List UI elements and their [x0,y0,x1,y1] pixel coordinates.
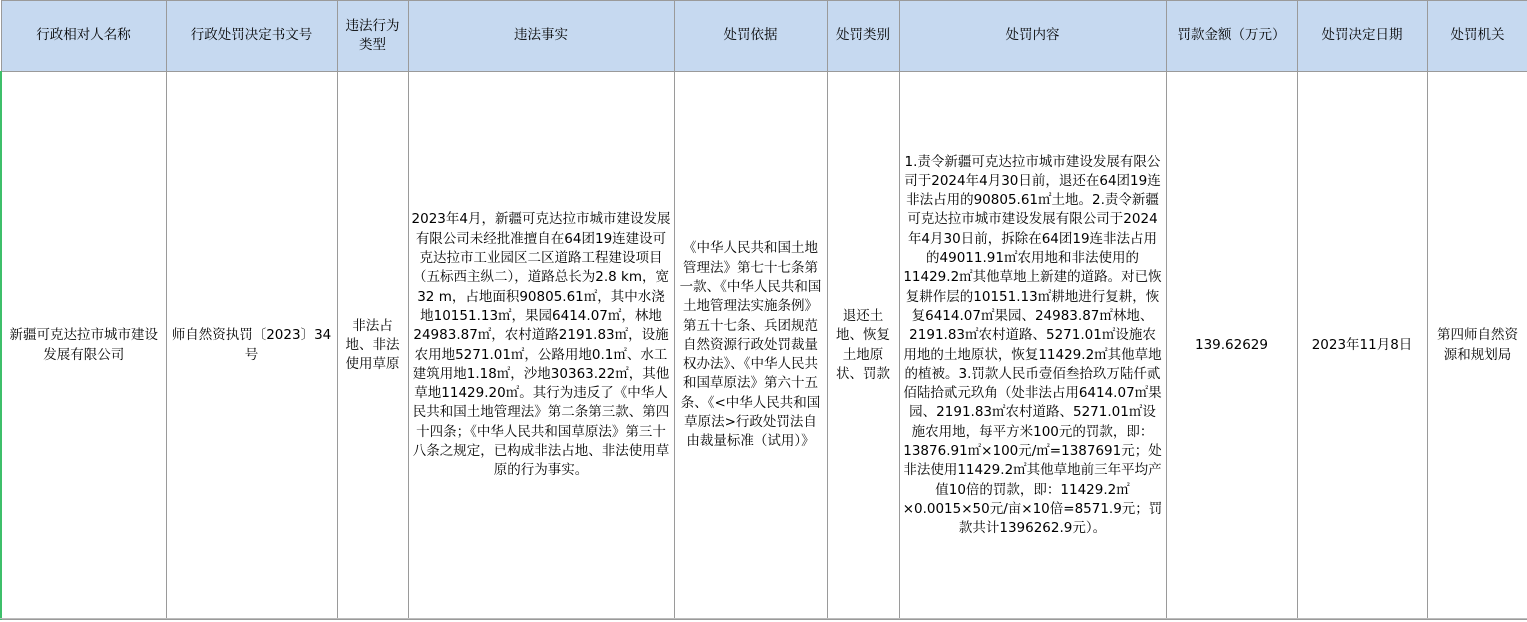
row-divider [0,618,1527,619]
header-date[interactable]: 处罚决定日期 [1297,1,1427,72]
header-content[interactable]: 处罚内容 [899,1,1166,72]
cell-amount[interactable]: 139.62629 [1166,72,1297,620]
cell-basis[interactable]: 《中华人民共和国土地管理法》第七十七条第一款、《中华人民共和国土地管理法实施条例》第五十七条、兵团规范自然资源行政处罚裁量权办法》、《中华人民共和国草原法》第六十五条、《<中华人民共和国草原法>行政处罚法自由裁量标准（试用）》 [674,72,827,620]
cell-violation-type[interactable]: 非法占地、非法使用草原 [337,72,408,620]
header-row [1,1,1527,72]
header-amount[interactable]: 罚款金额（万元） [1166,1,1297,72]
header-basis[interactable]: 处罚依据 [674,1,827,72]
cell-authority[interactable]: 第四师自然资源和规划局 [1427,72,1527,620]
header-decision-no[interactable]: 行政处罚决定书文号 [166,1,337,72]
cell-facts[interactable]: 2023年4月，新疆可克达拉市城市建设发展有限公司未经批准擅自在64团19连建设可克达拉市工业园区二区道路工程建设项目（五标西主纵二），道路总长为2.8 km，宽32 m，占地面积90805.61㎡，其中水浇地10151.13㎡，果园6414.07㎡，林地24983.87㎡，农村道路2191.83㎡，设施农用地5271.01㎡，公路用地0.1㎡、水工建筑用地1.18㎡，沙地30363.22㎡，其他草地11429.20㎡。其行为违反了《中华人民共和国土地管理法》第二条第三款、第四十四条；《中华人民共和国草原法》第三十八条之规定，已构成非法占地、非法使用草原的行为事实。 [408,72,674,620]
header-category[interactable]: 处罚类别 [827,1,899,72]
cell-category[interactable]: 退还土地、恢复土地原状、罚款 [827,72,899,620]
header-violation-type[interactable]: 违法行为类型 [337,1,408,72]
cell-content[interactable]: 1.责令新疆可克达拉市城市建设发展有限公司于2024年4月30日前，退还在64团19连非法占用的90805.61㎡土地。2.责令新疆可克达拉市城市建设发展有限公司于2024年4月30日前，拆除在64团19连非法占用的49011.91㎡农用地和非法使用的11429.2㎡其他草地上新建的道路。对已恢复耕作层的10151.13㎡耕地进行复耕，恢复6414.07㎡果园、24983.87㎡林地、2191.83㎡农村道路、5271.01㎡设施农用地的土地原状，恢复11429.2㎡其他草地的植被。3.罚款人民币壹佰叁拾玖万陆仟贰佰陆拾贰元玖角（处非法占用6414.07㎡果园、2191.83㎡农村道路、5271.01㎡设施农用地，每平方米100元的罚款，即：13876.91㎡×100元/㎡=1387691元；处非法使用11429.2㎡其他草地前三年平均产值10倍的罚款，即：11429.2㎡×0.0015×50元/亩×10倍=8571.9元；罚款共计1396262.9元）。 [899,72,1166,620]
header-facts[interactable]: 违法事实 [408,1,674,72]
table-row [1,72,1527,620]
cell-date[interactable]: 2023年11月8日 [1297,72,1427,620]
header-authority[interactable]: 处罚机关 [1427,1,1527,72]
header-party-name[interactable]: 行政相对人名称 [1,1,166,72]
cell-decision-no[interactable]: 师自然资执罚〔2023〕34号 [166,72,337,620]
cell-party-name[interactable]: 新疆可克达拉市城市建设发展有限公司 [1,72,166,620]
